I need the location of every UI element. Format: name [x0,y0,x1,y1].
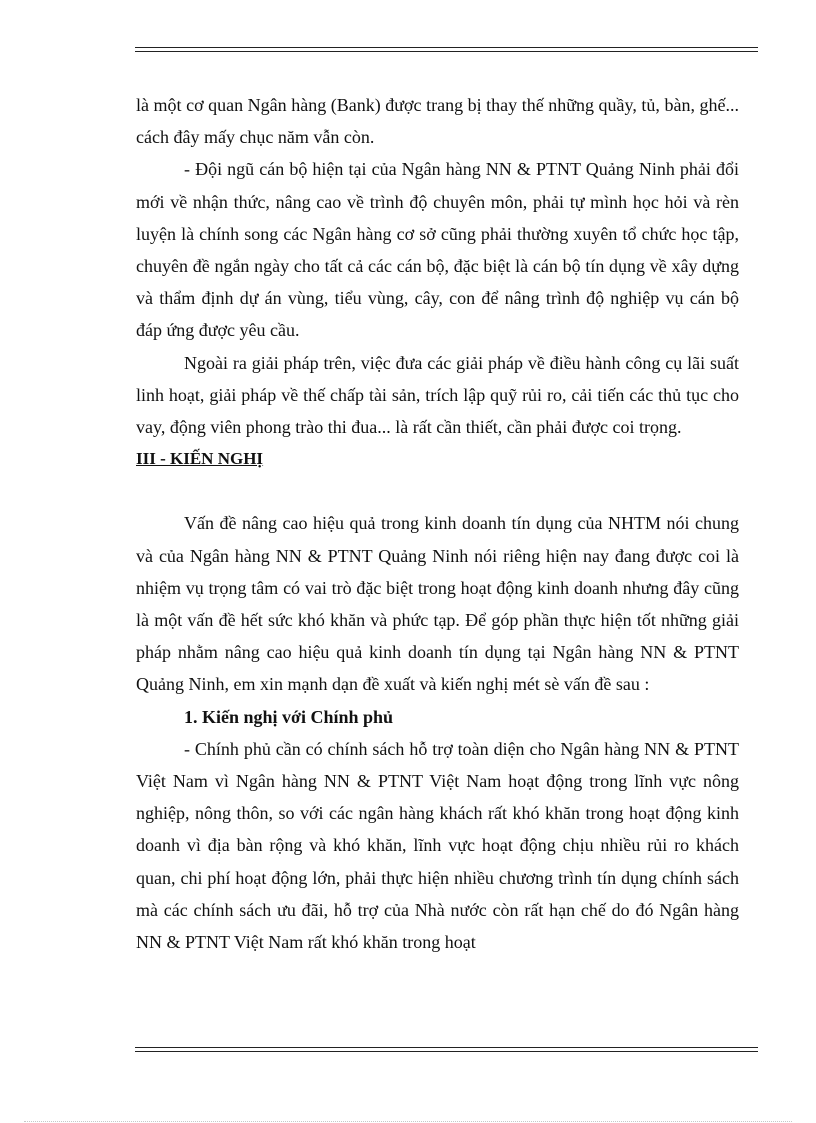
header-double-rule [135,47,758,52]
paragraph-staff-training: - Đội ngũ cán bộ hiện tại của Ngân hàng NN & PTNT Quảng Ninh phải đổi mới về nhận thức, nâng cao về trình độ chuyên môn, phải tự mình học hỏi và rèn luyện là chính song các Ngân hàng cơ sở cũng phải thường xuyên tổ chức học tập, chuyên đề ngắn ngày cho tất cả các cán bộ, đặc biệt là cán bộ tín dụng về xây dựng và thẩm định dự án vùng, tiểu vùng, cây, con để nâng trình độ nghiệp vụ cán bộ đáp ứng được yêu cầu. [136,159,739,341]
paragraph-recommendations-intro: Vấn đề nâng cao hiệu quả trong kinh doanh tín dụng của NHTM nói chung và của Ngân hàng NN & PTNT Quảng Ninh nói riêng hiện nay đang được coi là nhiệm vụ trọng tâm có vai trò đặc biệt trong hoạt động kinh doanh nhưng đây cũng là một vấn đề hết sức khó khăn và phức tạp. Để góp phần thực hiện tốt những giải pháp nhằm nâng cao hiệu quả kinh doanh tín dụng tại Ngân hàng NN & PTNT Quảng Ninh, em xin mạnh dạn đề xuất và kiến nghị mét sè vấn đề sau : [136,513,739,695]
section-heading: III - KIẾN NGHỊ [136,449,264,469]
page-bottom-edge [24,1121,792,1122]
document-body [136,89,739,958]
paragraph-continuation: là một cơ quan Ngân hàng (Bank) được trang bị thay thế những quầy, tủ, bàn, ghế... cách đây mấy chục năm vẫn còn. [136,95,739,148]
blank-line [136,475,739,507]
paragraph-government-support: - Chính phủ cần có chính sách hỗ trợ toàn diện cho Ngân hàng NN & PTNT Việt Nam vì Ngân hàng NN & PTNT Việt Nam hoạt động trong lĩnh vực nông nghiệp, nông thôn, so với các ngân hàng khách rất khó khăn trong hoạt động kinh doanh vì địa bàn rộng và khó khăn, lĩnh vực hoạt động chịu nhiều rủi ro khách quan, chi phí hoạt động lớn, phải thực hiện nhiều chương trình tín dụng chính sách mà các chính sách ưu đãi, hỗ trợ của Nhà nước còn rất hạn chế do đó Ngân hàng NN & PTNT Việt Nam rất khó khăn trong hoạt [136,738,739,953]
subsection-heading: 1. Kiến nghị với Chính phủ [184,706,394,727]
footer-double-rule [135,1047,758,1052]
paragraph-other-solutions: Ngoài ra giải pháp trên, việc đưa các giải pháp về điều hành công cụ lãi suất linh hoạt, giải pháp về thế chấp tài sản, trích lập quỹ rủi ro, cải tiến các thủ tục cho vay, động viên phong trào thi đua... là rất cần thiết, cần phải được coi trọng. [136,352,739,438]
